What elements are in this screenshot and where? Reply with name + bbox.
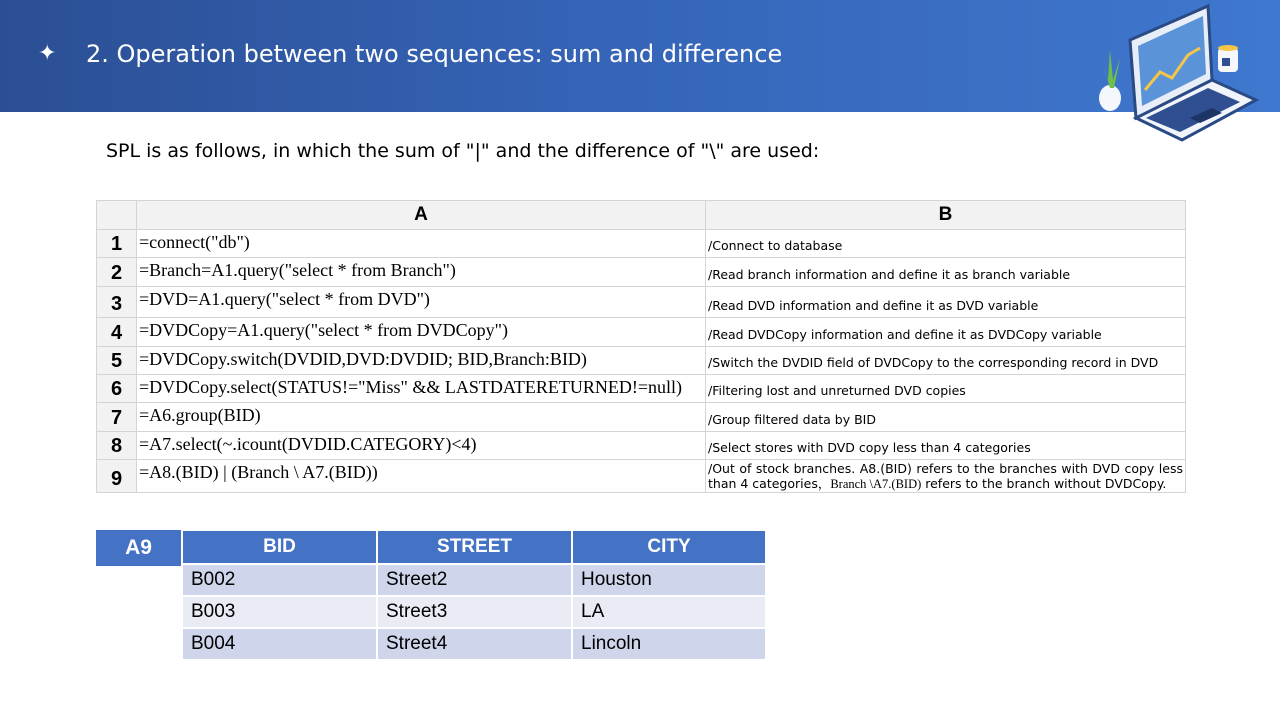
result-header-bid: BID <box>182 530 377 564</box>
result-header-city: CITY <box>572 530 766 564</box>
laptop-illustration-icon <box>1080 0 1280 150</box>
code-cell: =DVDCopy=A1.query("select * from DVDCopy") <box>137 318 706 347</box>
code-cell: =A7.select(~.icount(DVDID.CATEGORY)<4) <box>137 432 706 460</box>
row-number: 9 <box>97 460 137 493</box>
code-cell: =connect("db") <box>137 230 706 258</box>
comment-cell <box>706 460 1186 493</box>
comment-cell: /Read DVDCopy information and define it as DVDCopy variable <box>706 318 1186 347</box>
comment-text: /Out of stock branches. A8.(BID) refers to the branches with DVD copy less than 4 categories， <box>708 461 1183 491</box>
row-number: 4 <box>97 318 137 347</box>
row-number: 5 <box>97 347 137 375</box>
spl-grid <box>96 200 1186 493</box>
cell-city: Lincoln <box>572 628 766 660</box>
comment-cell: /Read branch information and define it as branch variable <box>706 258 1186 287</box>
column-header-b: B <box>706 201 1186 230</box>
result-label: A9 <box>96 530 181 566</box>
cell-bid: B002 <box>182 564 377 596</box>
code-cell: =A6.group(BID) <box>137 403 706 432</box>
comment-cell: /Connect to database <box>706 230 1186 258</box>
comment-cell: /Read DVD information and define it as DVD variable <box>706 287 1186 318</box>
header-band <box>0 0 1280 112</box>
cell-city: Houston <box>572 564 766 596</box>
comment-code-text: Branch \A7.(BID) <box>830 477 922 491</box>
row-number: 3 <box>97 287 137 318</box>
cell-street: Street2 <box>377 564 572 596</box>
cell-street: Street3 <box>377 596 572 628</box>
code-cell: =A8.(BID) | (Branch \ A7.(BID)) <box>137 460 706 493</box>
row-number: 7 <box>97 403 137 432</box>
table-row <box>182 628 766 660</box>
cell-bid: B003 <box>182 596 377 628</box>
intro-text: SPL is as follows, in which the sum of "|" and the difference of "\" are used: <box>106 140 820 162</box>
comment-text: refers to the branch without DVDCopy. <box>921 476 1167 491</box>
code-cell: =DVDCopy.select(STATUS!="Miss" && LASTDATERETURNED!=null) <box>137 375 706 403</box>
cell-city: LA <box>572 596 766 628</box>
row-number: 2 <box>97 258 137 287</box>
comment-cell: /Group filtered data by BID <box>706 403 1186 432</box>
comment-cell: /Filtering lost and unreturned DVD copies <box>706 375 1186 403</box>
comment-cell: /Switch the DVDID field of DVDCopy to the corresponding record in DVD <box>706 347 1186 375</box>
slide-title: 2. Operation between two sequences: sum and difference <box>86 40 783 68</box>
row-number: 8 <box>97 432 137 460</box>
cell-street: Street4 <box>377 628 572 660</box>
result-header-street: STREET <box>377 530 572 564</box>
result-table <box>181 529 767 661</box>
code-cell: =DVD=A1.query("select * from DVD") <box>137 287 706 318</box>
table-row <box>182 596 766 628</box>
row-number: 1 <box>97 230 137 258</box>
corner-cell <box>97 201 137 230</box>
code-cell: =Branch=A1.query("select * from Branch") <box>137 258 706 287</box>
code-cell: =DVDCopy.switch(DVDID,DVD:DVDID; BID,Branch:BID) <box>137 347 706 375</box>
comment-cell: /Select stores with DVD copy less than 4 categories <box>706 432 1186 460</box>
sparkle-icon: ✦ <box>38 41 57 66</box>
column-header-a: A <box>137 201 706 230</box>
table-row <box>182 564 766 596</box>
cell-bid: B004 <box>182 628 377 660</box>
row-number: 6 <box>97 375 137 403</box>
